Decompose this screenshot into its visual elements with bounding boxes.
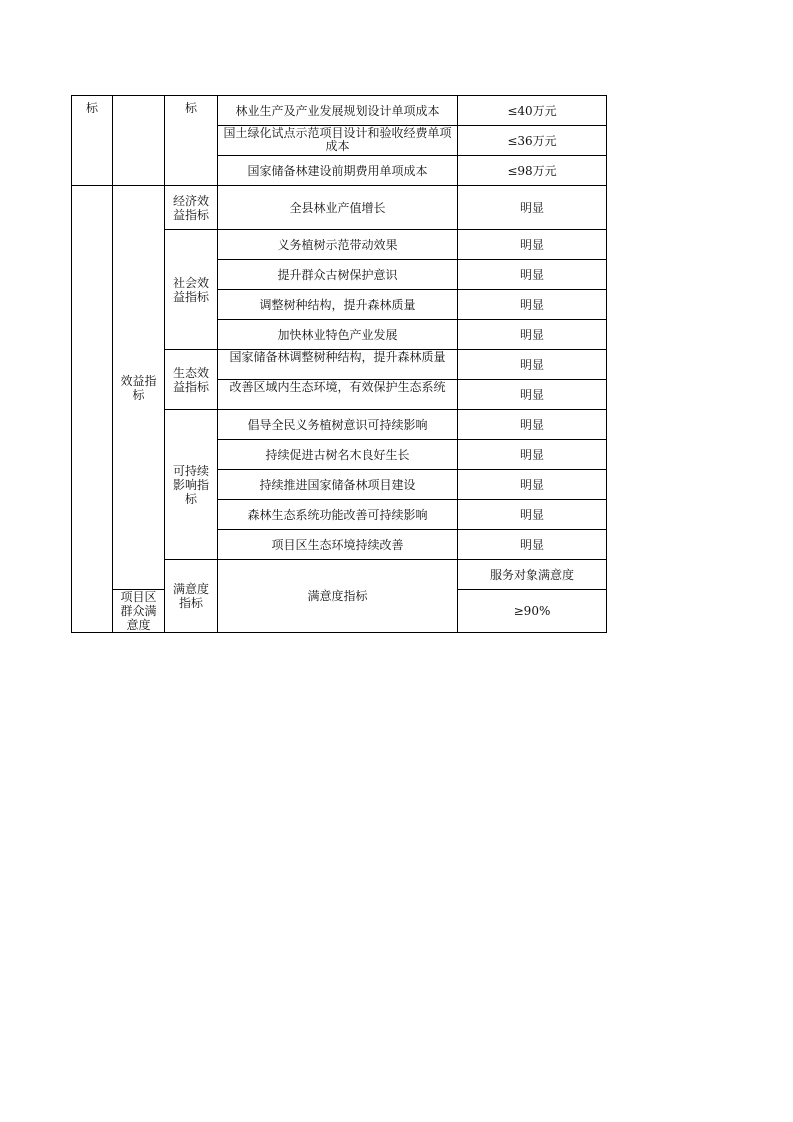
indicator-cell <box>218 350 458 380</box>
level3-cell: 标 <box>165 96 218 186</box>
level1-cell-empty <box>72 186 113 633</box>
indicator-text: 国家储备林调整树种结构，提升森林质量 <box>229 350 446 364</box>
benefit-group-cell: 效益指标 <box>113 186 165 590</box>
indicator-cell <box>218 126 458 156</box>
economic-label-cell: 经济效益指标 <box>165 186 218 230</box>
value-cell: 明显 <box>458 470 607 500</box>
value-cell: ≥90% <box>458 590 607 633</box>
indicator-text: 国土绿化试点示范项目设计和验收经费单项成本 <box>223 126 452 153</box>
indicator-cell: 项目区生态环境持续改善 <box>218 530 458 560</box>
value-cell: 明显 <box>458 410 607 440</box>
value-cell: 明显 <box>458 500 607 530</box>
indicator-cell: 持续促进古树名木良好生长 <box>218 440 458 470</box>
value-cell: 明显 <box>458 380 607 410</box>
indicator-cell: 倡导全民义务植树意识可持续影响 <box>218 410 458 440</box>
indicator-cell: 调整树种结构，提升森林质量 <box>218 290 458 320</box>
satisfaction-label-cell: 满意度指标 <box>218 560 458 633</box>
satisfaction-group-cell: 满意度指标 <box>165 560 218 633</box>
indicator-cell: 持续推进国家储备林项目建设 <box>218 470 458 500</box>
indicator-cell: 国家储备林建设前期费用单项成本 <box>218 156 458 186</box>
value-cell: 明显 <box>458 290 607 320</box>
indicator-cell: 项目区群众满意度 <box>113 590 165 633</box>
sustainable-label-cell: 可持续影响指标 <box>165 410 218 560</box>
indicator-cell: 全县林业产值增长 <box>218 186 458 230</box>
indicator-cell: 加快林业特色产业发展 <box>218 320 458 350</box>
value-cell: 明显 <box>458 320 607 350</box>
value-cell: 明显 <box>458 350 607 380</box>
value-cell: ≤98万元 <box>458 156 607 186</box>
social-label-cell: 社会效益指标 <box>165 230 218 350</box>
level2-cell-empty <box>113 96 165 186</box>
value-cell: 明显 <box>458 260 607 290</box>
value-cell: 明显 <box>458 530 607 560</box>
table-row <box>72 96 607 126</box>
indicator-cell <box>218 380 458 410</box>
performance-indicator-table <box>71 95 607 633</box>
value-cell: 明显 <box>458 186 607 230</box>
value-cell: 明显 <box>458 440 607 470</box>
table-row <box>72 186 607 230</box>
ecological-label-cell: 生态效益指标 <box>165 350 218 410</box>
value-cell: ≤36万元 <box>458 126 607 156</box>
indicator-text: 改善区域内生态环境，有效保护生态系统 <box>229 380 446 394</box>
level1-cell: 标 <box>72 96 113 186</box>
indicator-cell: 服务对象满意度 <box>458 560 607 590</box>
value-cell: 明显 <box>458 230 607 260</box>
indicator-cell: 提升群众古树保护意识 <box>218 260 458 290</box>
indicator-cell: 林业生产及产业发展规划设计单项成本 <box>218 96 458 126</box>
indicator-cell: 义务植树示范带动效果 <box>218 230 458 260</box>
value-cell: ≤40万元 <box>458 96 607 126</box>
indicator-cell: 森林生态系统功能改善可持续影响 <box>218 500 458 530</box>
